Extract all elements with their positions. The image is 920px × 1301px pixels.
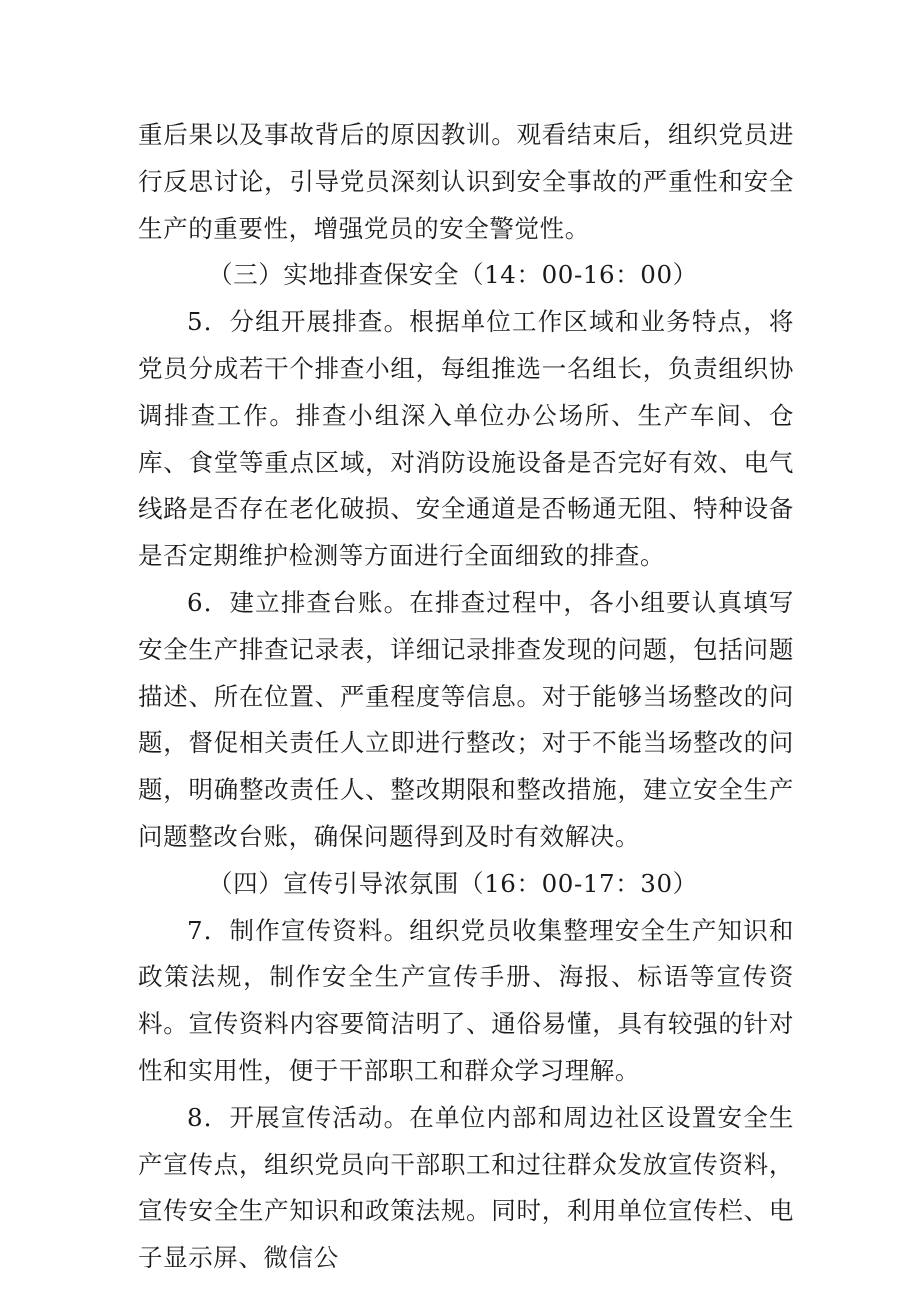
section-heading-3: （三）实地排查保安全（14：00-16：00） — [208, 260, 698, 290]
paragraph-item-8: 8．开展宣传活动。在单位内部和周边社区设置安全生产宣传点，组织党员向干部职工和过往群众发放宣传资料，宣传安全生产知识和政策法规。同时，利用单位宣传栏、电子显示屏、微信公 — [138, 1102, 794, 1273]
paragraph-continuation: 重后果以及事故背后的原因教训。观看结束后，组织党员进行反思讨论，引导党员深刻认识到安全事故的严重性和安全生产的重要性，增强党员的安全警觉性。 — [138, 120, 794, 243]
section-heading-4: （四）宣传引导浓氛围（16：00-17：30） — [208, 868, 698, 898]
paragraph-item-7: 7．制作宣传资料。组织党员收集整理安全生产知识和政策法规，制作安全生产宣传手册、海报、标语等宣传资料。宣传资料内容要简洁明了、通俗易懂，具有较强的针对性和实用性，便于干部职工和群众学习理解。 — [138, 915, 794, 1085]
paragraph-item-6: 6．建立排查台账。在排查过程中，各小组要认真填写安全生产排查记录表，详细记录排查发现的问题，包括问题描述、所在位置、严重程度等信息。对于能够当场整改的问题，督促相关责任人立即进行整改；对于不能当场整改的问题，明确整改责任人、整改期限和整改措施，建立安全生产问题整改台账，确保问题得到及时有效解决。 — [138, 587, 794, 851]
document-body — [138, 112, 794, 1282]
paragraph-item-5: 5．分组开展排查。根据单位工作区域和业务特点，将党员分成若干个排查小组，每组推选一名组长，负责组织协调排查工作。排查小组深入单位办公场所、生产车间、仓库、食堂等重点区域，对消防设施设备是否完好有效、电气线路是否存在老化破损、安全通道是否畅通无阻、特种设备是否定期维护检测等方面进行全面细致的排查。 — [138, 307, 794, 571]
